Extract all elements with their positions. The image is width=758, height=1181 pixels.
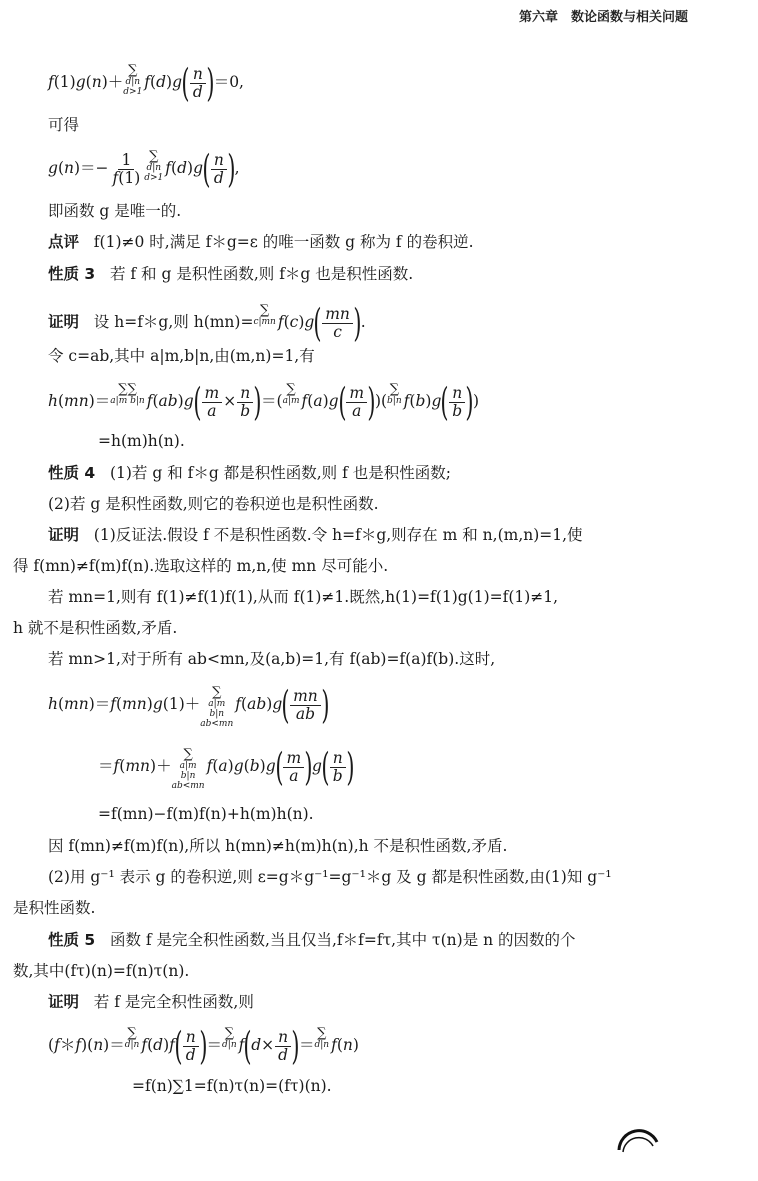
publisher-logo bbox=[615, 1120, 661, 1166]
equation-expand-1: h(mn)＝f(mn)g(1)＋ ∑ a|m b|n ab<mn f(ab)g( $\frac{mn}{ab}$ ) bbox=[48, 683, 330, 729]
proof-4-line-3: 若 mn=1,则有 f(1)≠f(1)f(1),从而 f(1)≠1.既然,h(1)=f(1)g(1)=f(1)≠1, bbox=[48, 588, 559, 606]
equation-hmn: h(mn)＝ ∑∑ a|m b|n f(ab)g( $\frac{m}{a}$ × $\frac{n}{b}$ )＝( ∑ a|m f(a)g( $\frac{m}{a}$ ))( ∑ b|n f(b)g( $\frac{n}{b}$ )) bbox=[48, 380, 480, 424]
text-yin: 因 f(mn)≠f(m)f(n),所以 h(mn)≠h(m)h(n),h 不是积性函数,矛盾. bbox=[48, 837, 508, 855]
proof-label-4: 证明 bbox=[48, 526, 80, 544]
proof-label: 证明 bbox=[48, 313, 80, 331]
proof-5-intro bbox=[48, 991, 254, 1013]
dianping-line bbox=[48, 231, 474, 253]
proof-3-text: 设 h=f＊g,则 h(mn)= bbox=[93, 313, 254, 331]
property-4-2-line-2: 是积性函数. bbox=[13, 899, 96, 917]
property-5-body-2: 数,其中(fτ)(n)=f(n)τ(n). bbox=[13, 962, 190, 980]
equation-hm-hn: =h(m)h(n). bbox=[98, 432, 185, 450]
property-4 bbox=[48, 462, 451, 484]
property-5-label: 性质 5 bbox=[48, 931, 96, 949]
dianping-body: f(1)≠0 时,满足 f＊g=ε 的唯一函数 g 称为 f 的卷积逆. bbox=[93, 233, 474, 251]
equation-5-line-1: (f＊f)(n)＝ ∑ d|n f(d)f( $\frac{n}{d}$ )＝ ∑ d|n f(d× $\frac{n}{d}$ )＝ ∑ d|n f(n) bbox=[48, 1024, 359, 1068]
text-kede: 可得 bbox=[48, 116, 80, 134]
proof-3-intro: 证明 设 h=f＊g,则 h(mn)= ∑ c|mn f(c)g( $\frac{mn}{c}$ ). bbox=[48, 301, 366, 345]
property-4-a: (1)若 g 和 f＊g 都是积性函数,则 f 也是积性函数; bbox=[109, 464, 451, 482]
running-header: 第六章 数论函数与相关问题 bbox=[518, 10, 688, 25]
equation-2: g(n)＝− $\frac{1}{f(1)}$ ∑ d|n d>1 f(d)g( $\frac{n}{d}$ ), bbox=[48, 147, 240, 191]
proof-5-text: 若 f 是完全积性函数,则 bbox=[93, 993, 254, 1011]
proof-4-line-5: 若 mn>1,对于所有 ab<mn,及(a,b)=1,有 f(ab)=f(a)f(b).这时, bbox=[48, 650, 496, 668]
proof-4-line-4: h 就不是积性函数,矛盾. bbox=[13, 619, 178, 637]
property-4-2-line-1: (2)用 g⁻¹ 表示 g 的卷积逆,则 ε=g＊g⁻¹=g⁻¹＊g 及 g 都是积性函数,由(1)知 g⁻¹ bbox=[48, 868, 612, 886]
property-4-label: 性质 4 bbox=[48, 464, 96, 482]
equation-1: f(1)g(n)＋ ∑ d|n d>1 f(d)g( $\frac{n}{d}$ )＝0, bbox=[48, 61, 244, 105]
property-3-label: 性质 3 bbox=[48, 265, 96, 283]
property-3 bbox=[48, 263, 413, 285]
text-ling: 令 c=ab,其中 a|m,b|n,由(m,n)=1,有 bbox=[48, 347, 315, 365]
property-5-body: 函数 f 是完全积性函数,当且仅当,f＊f=fτ,其中 τ(n)是 n 的因数的个 bbox=[109, 931, 576, 949]
property-3-body: 若 f 和 g 是积性函数,则 f＊g 也是积性函数. bbox=[109, 265, 414, 283]
proof-4-text-1: (1)反证法.假设 f 不是积性函数.令 h=f＊g,则存在 m 和 n,(m,n)=1,使 bbox=[93, 526, 583, 544]
equation-5-line-2: =f(n)∑1=f(n)τ(n)=(fτ)(n). bbox=[132, 1077, 332, 1095]
equation-expand-2: ＝f(mn)＋ ∑ a|m b|n ab<mn f(a)g(b)g( $\frac{m}{a}$ )g( $\frac{n}{b}$ ) bbox=[98, 745, 355, 791]
property-4-b: (2)若 g 是积性函数,则它的卷积逆也是积性函数. bbox=[48, 495, 379, 513]
proof-label-5: 证明 bbox=[48, 993, 80, 1011]
property-5 bbox=[48, 929, 576, 951]
dianping-label: 点评 bbox=[48, 233, 80, 251]
proof-4-line-2: 得 f(mn)≠f(m)f(n).选取这样的 m,n,使 mn 尽可能小. bbox=[13, 557, 389, 575]
text-weiyi: 即函数 g 是唯一的. bbox=[48, 202, 182, 220]
proof-4-line-1 bbox=[48, 524, 583, 546]
equation-expand-3: =f(mn)−f(m)f(n)+h(m)h(n). bbox=[98, 805, 314, 823]
